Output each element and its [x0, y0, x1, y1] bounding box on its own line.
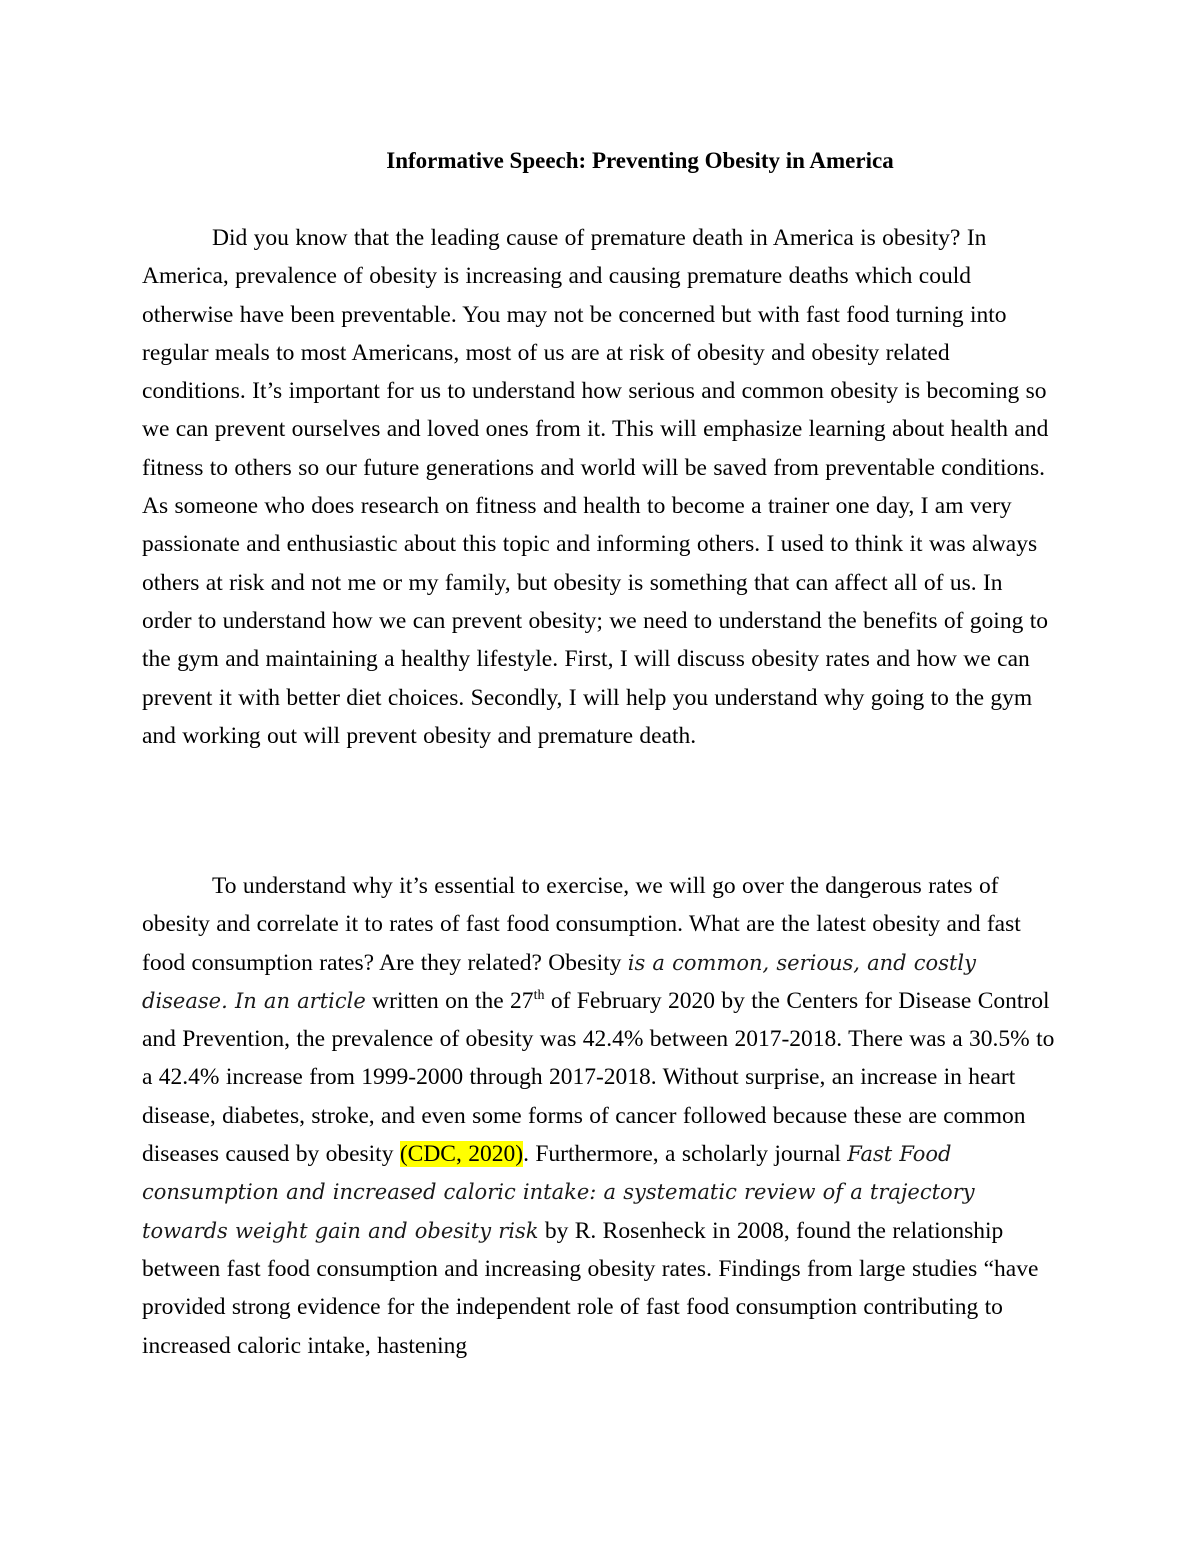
paragraph-text: written on the 27	[365, 987, 534, 1014]
paragraph-text: . Furthermore, a scholarly journal	[523, 1141, 848, 1168]
body-paragraph	[142, 867, 1057, 1365]
document-title: Informative Speech: Preventing Obesity in America	[386, 148, 894, 173]
intro-paragraph: Did you know that the leading cause of premature death in America is obesity? In America, prevalence of obesity is increasing and causing premature deaths which could otherwise have been preventable. You may not be concerned but with fast food turning into regular meals to most Americans, most of us are at risk of obesity and obesity related conditions. It’s important for us to understand how serious and common obesity is becoming so we can prevent ourselves and loved ones from it. This will emphasize learning about health and fitness to others so our future generations and world will be saved from preventable conditions. As someone who does research on fitness and health to become a trainer one day, I am very passionate and enthusiastic about this topic and informing others. I used to think it was always others at risk and not me or my family, but obesity is something that can affect all of us. In order to understand how we can prevent obesity; we need to understand the benefits of going to the gym and maintaining a healthy lifestyle. First, I will discuss obesity rates and how we can prevent it with better diet choices. Secondly, I will help you understand why going to the gym and working out will prevent obesity and premature death.	[142, 225, 1049, 749]
journal-title: Fast Food consumption and increased caloric intake: a systematic review of a trajectory towards weight gain and obesity risk	[142, 1142, 975, 1243]
italic-quote: is a common, serious, and costly disease. In an article	[142, 950, 976, 1013]
paragraph-text: of February 2020 by the Centers for Disease Control and Prevention, the prevalence of obesity was 42.4% between 2017-2018. There was a 30.5% to a 42.4% increase from 1999-2000 through 2017-2018. Without surprise, an increase in heart disease, diabetes, stroke, and even some forms of cancer followed because these are common diseases caused by obesity	[142, 987, 1055, 1168]
highlighted-citation: (CDC, 2020)	[399, 1141, 524, 1168]
paragraph-text: by R. Rosenheck in 2008, found the relationship between fast food consumption and increasing obesity rates. Findings from large studies “have provided strong evidence for the independent role of fast food consumption contributing to increased caloric intake, hastening	[142, 1217, 1039, 1359]
paragraph-text: To understand why it’s essential to exercise, we will go over the dangerous rates of obesity and correlate it to rates of fast food consumption. What are the latest obesity and fast food consumption rates? Are they related? Obesity	[142, 873, 1021, 976]
superscript-ordinal: th	[533, 987, 545, 1003]
